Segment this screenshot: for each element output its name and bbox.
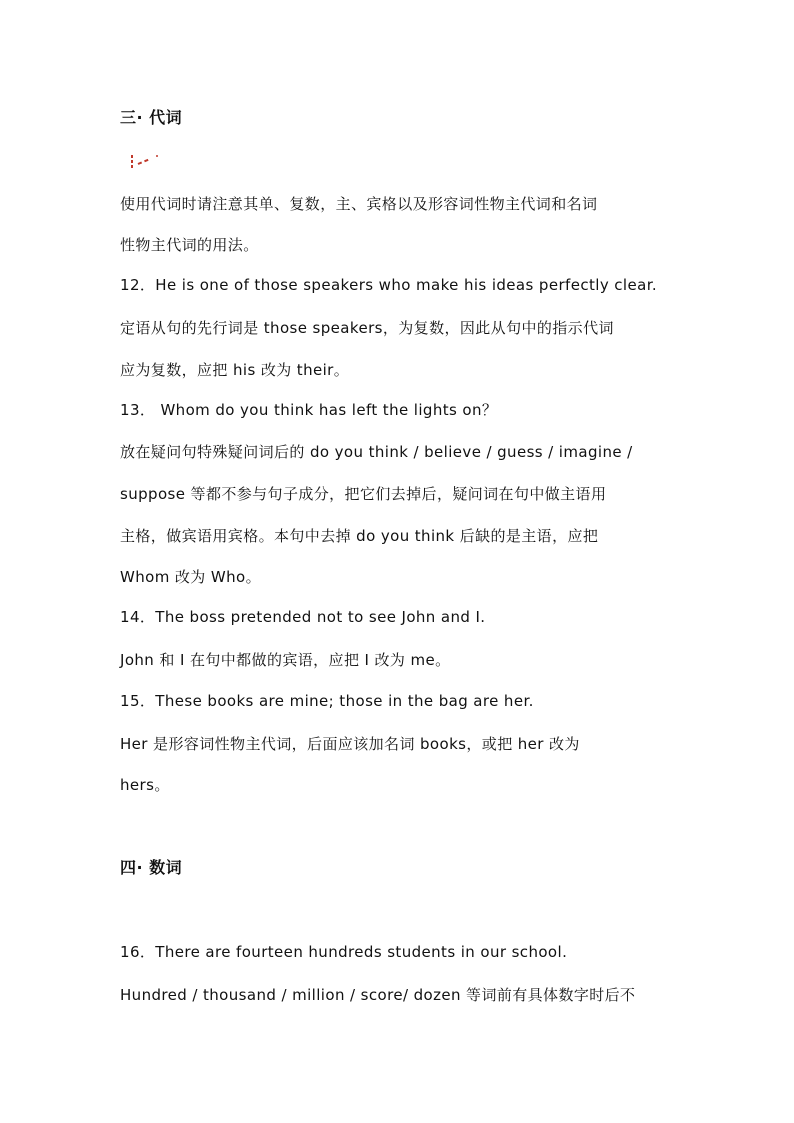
explanation-line: 放在疑问句特殊疑问词后的 do you think / believe / guess / imagine /: [120, 443, 633, 461]
intro-line: 使用代词时请注意其单、复数，主、宾格以及形容词性物主代词和名词: [120, 195, 598, 213]
explanation-line: Hundred / thousand / million / score/ dozen 等词前有具体数字时后不: [120, 986, 636, 1004]
red-dash-mark: [128, 152, 160, 172]
explanation-line: suppose 等都不参与句子成分，把它们去掉后，疑问词在句中做主语用: [120, 485, 607, 503]
explanation-line: Whom 改为 Who。: [120, 568, 261, 586]
question-15: 15．These books are mine; those in the bag are her.: [120, 692, 534, 710]
question-14: 14．The boss pretended not to see John and I.: [120, 608, 486, 626]
question-12: 12．He is one of those speakers who make his ideas perfectly clear.: [120, 276, 658, 294]
explanation-line: Her 是形容词性物主代词，后面应该加名词 books，或把 her 改为: [120, 735, 580, 753]
explanation-line: 主格，做宾语用宾格。本句中去掉 do you think 后缺的是主语，应把: [120, 527, 599, 545]
explanation-line: 应为复数，应把 his 改为 their。: [120, 361, 350, 379]
explanation-line: 定语从句的先行词是 those speakers，为复数，因此从句中的指示代词: [120, 319, 614, 337]
question-13: 13． Whom do you think has left the lights on？: [120, 401, 498, 419]
question-16: 16．There are fourteen hundreds students in our school.: [120, 943, 568, 961]
intro-line: 性物主代词的用法。: [120, 236, 259, 254]
section4-heading: 四· 数词: [120, 858, 183, 877]
section3-heading: 三· 代词: [120, 108, 183, 127]
explanation-line: hers。: [120, 776, 170, 794]
explanation-line: John 和 I 在句中都做的宾语，应把 I 改为 me。: [120, 651, 451, 669]
